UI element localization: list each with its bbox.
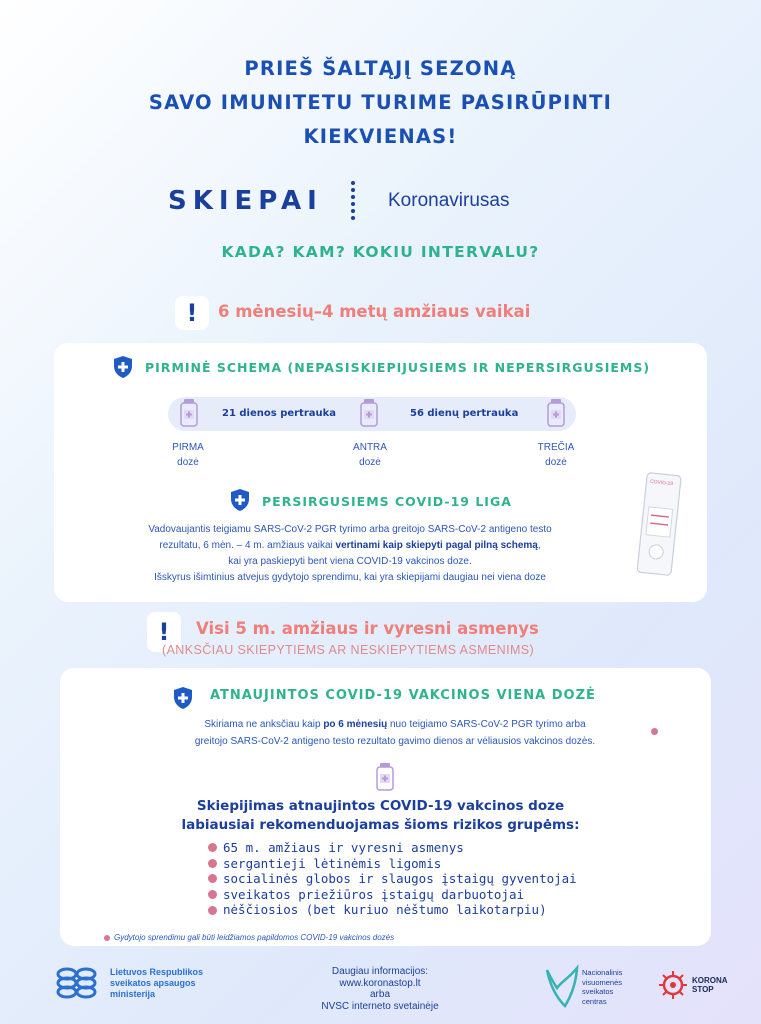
risk-groups-heading: Skiepijimas atnaujintos COVID-19 vakcinos doze labiausiai rekomenduojamas šioms rizikos grupėms: <box>181 798 580 833</box>
rapid-test-icon <box>630 470 688 580</box>
more-info: Daugiau informacijos: www.koronastop.lt arba NVSC interneto svetainėje <box>290 966 470 1012</box>
updated-vaccine-heading: ATNAUJINTOS COVID-19 VAKCINOS VIENA DOZĖ <box>210 688 596 703</box>
test-label: COVID-19 <box>649 478 674 488</box>
title-line-3: KIEKVIENAS! <box>303 125 458 148</box>
age-group-title-adults: Visi 5 m. amžiaus ir vyresni asmenys <box>196 619 539 638</box>
updated-vaccine-text: Skiriama ne anksčiau kaip po 6 mėnesių nuo teigiamo SARS-CoV-2 PGR tyrimo arba greitojo SARS-CoV-2 antigeno testo rezultato gavimo dienos ar vėliausios vakcinos dozės. <box>194 719 596 747</box>
exclamation-icon: ! <box>175 296 209 330</box>
shield-plus-icon <box>229 488 251 512</box>
primary-schema-heading: PIRMINĖ SCHEMA (NEPASISKIEPIJUSIEMS IR NEPERSIRGUSIEMS) <box>145 360 651 375</box>
list-item: sergantieji lėtinėmis ligomis <box>208 856 577 872</box>
website-link[interactable]: www.koronastop.lt <box>339 977 421 989</box>
ministry-logo-icon <box>54 966 106 1000</box>
interval-second: 56 dienų pertrauka <box>410 408 519 419</box>
vaccine-vial-icon <box>374 762 396 792</box>
risk-groups-list <box>208 840 577 918</box>
list-item: socialinės globos ir slaugos įstaigų gyventojai <box>208 871 577 887</box>
dotted-divider <box>347 181 359 225</box>
list-item: nėščiosios (bet kuriuo nėštumo laikotarpiu) <box>208 902 577 918</box>
nvsc-name: Nacionalinis visuomenės sveikatos centras <box>582 968 623 1006</box>
nvsc-logo-icon <box>543 964 581 1010</box>
decor-dot <box>651 728 658 735</box>
title-line-2: SAVO IMUNITETU TURIME PASIRŪPINTI <box>148 91 613 114</box>
dose-label-second: ANTRA dozė <box>353 442 387 468</box>
list-item: sveikatos priežiūros įstaigų darbuotojai <box>208 887 577 903</box>
shield-plus-icon <box>172 686 194 710</box>
recovered-text: Vadovaujantis teigiamu SARS-CoV-2 PGR tyrimo arba greitojo SARS-CoV-2 antigeno testo rezultatu, 6 mėn. – 4 m. amžiaus vaikai vertinami kaip skiepyti pagal pilną schemą, kai yra paskiepyti bent viena COVID-19 vakcinos doze. Išskyrus išimtinius atvejus gydytojo sprendimu, kai yra skiepijami daugiau nei viena doze <box>148 524 552 583</box>
shield-plus-icon <box>112 355 134 379</box>
title-line-1: PRIEŠ ŠALTĄJĮ SEZONĄ <box>244 57 517 80</box>
exclamation-icon: ! <box>147 612 181 652</box>
dose-label-first: PIRMA dozė <box>172 442 204 468</box>
nvsc-website-link[interactable]: NVSC interneto svetainėje <box>321 1000 439 1012</box>
list-item: 65 m. amžiaus ir vyresni asmenys <box>208 840 577 856</box>
page-title <box>0 52 761 154</box>
korona-stop-logo-icon <box>658 970 688 1000</box>
age-group-subtitle: (ANKSČIAU SKIEPYTIEMS AR NESKIEPYTIEMS ASMENIMS) <box>162 643 535 657</box>
vaccine-vial-icon <box>545 398 567 428</box>
brand-topic: Koronavirusas <box>388 190 510 211</box>
dose-label-third: TREČIA dozė <box>537 442 575 468</box>
footnote: Gydytojo sprendimu gali būti leidžiamos papildomos COVID-19 vakcinos dozės <box>104 933 394 942</box>
recovered-heading: PERSIRGUSIEMS COVID-19 LIGA <box>262 494 512 509</box>
interval-first: 21 dienos pertrauka <box>222 408 337 419</box>
subtitle-questions: KADA? KAM? KOKIU INTERVALU? <box>221 243 540 261</box>
vaccine-vial-icon <box>358 398 380 428</box>
vaccine-vial-icon <box>178 398 200 428</box>
korona-stop-text: KORONA STOP <box>692 976 728 994</box>
ministry-name: Lietuvos Respublikos sveikatos apsaugos ministerija <box>110 967 204 999</box>
brand-skiepai: SKIEPAI <box>168 186 323 216</box>
age-group-title-children: 6 mėnesių–4 metų amžiaus vaikai <box>218 302 531 321</box>
